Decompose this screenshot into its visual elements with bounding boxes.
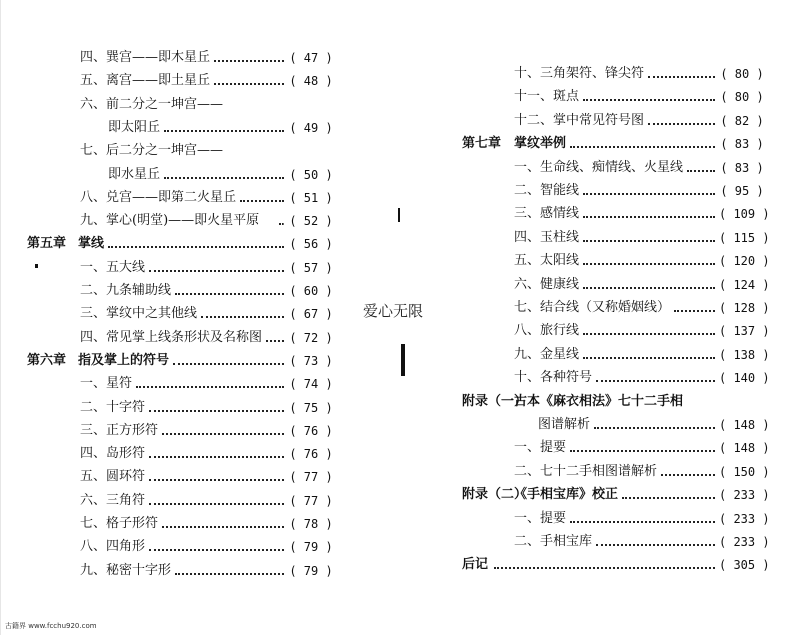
toc-entry-title: 一、生命线、痴情线、火星线 bbox=[514, 159, 684, 175]
chapter-number: 附录（一） bbox=[462, 393, 528, 409]
toc-entry-title: 十二、掌中常见符号图 bbox=[514, 112, 645, 128]
page-number: ( 73 ) bbox=[288, 350, 334, 372]
chapter-number: 第六章 bbox=[27, 352, 67, 368]
page-number: ( 67 ) bbox=[288, 303, 334, 325]
page-number: ( 76 ) bbox=[288, 443, 334, 465]
dot-leader bbox=[136, 386, 284, 388]
dot-leader bbox=[583, 333, 715, 335]
page-number: ( 56 ) bbox=[288, 233, 334, 255]
dot-leader bbox=[648, 123, 715, 125]
toc-entry-row bbox=[397, 110, 793, 132]
footer-url: 古籍界 www.fcchu920.com bbox=[5, 622, 97, 630]
page-number: ( 83 ) bbox=[719, 157, 765, 179]
toc-entry-title: 三、感情线 bbox=[514, 206, 580, 222]
dot-leader bbox=[622, 497, 715, 499]
dot-leader bbox=[661, 474, 715, 476]
dot-leader bbox=[149, 549, 284, 551]
toc-entry-title: 掌线 bbox=[78, 236, 105, 252]
dot-leader bbox=[570, 450, 715, 452]
toc-entry-row bbox=[397, 367, 793, 389]
page-number: ( 74 ) bbox=[288, 373, 334, 395]
toc-entry-title: 十、各种符号 bbox=[514, 370, 593, 386]
page-number: ( 75 ) bbox=[288, 397, 334, 419]
page-number: ( 148 ) bbox=[719, 414, 765, 436]
page-number: ( 150 ) bbox=[719, 461, 765, 483]
toc-entry-row bbox=[0, 513, 396, 535]
toc-entry-row bbox=[0, 536, 396, 558]
right-page bbox=[397, 0, 793, 635]
dot-leader bbox=[214, 83, 284, 85]
dot-leader bbox=[173, 363, 284, 365]
left-page bbox=[0, 0, 396, 635]
toc-entry-row bbox=[0, 70, 396, 92]
dot-leader bbox=[583, 287, 715, 289]
toc-entry-row bbox=[0, 47, 396, 69]
toc-entry-title: 四、岛形符 bbox=[80, 446, 146, 462]
toc-entry-row bbox=[0, 187, 396, 209]
page-number: ( 51 ) bbox=[288, 187, 334, 209]
toc-entry-row bbox=[0, 420, 396, 442]
page-number: ( 95 ) bbox=[719, 180, 765, 202]
page-number: ( 77 ) bbox=[288, 466, 334, 488]
chapter-number: 后记 bbox=[462, 557, 489, 573]
toc-entry-title: 掌纹举例 bbox=[514, 136, 567, 152]
toc-entry-row bbox=[397, 86, 793, 108]
toc-entry-row bbox=[397, 437, 793, 459]
toc-entry-row bbox=[0, 490, 396, 512]
page-number: ( 79 ) bbox=[288, 560, 334, 582]
dot-leader bbox=[583, 357, 715, 359]
toc-entry-title: 四、玉柱线 bbox=[514, 229, 580, 245]
toc-entry-title: 三、正方形符 bbox=[80, 422, 159, 438]
toc-entry-title: 一、提要 bbox=[514, 510, 567, 526]
gutter-mark bbox=[401, 344, 405, 376]
toc-chapter-row bbox=[397, 484, 793, 506]
toc-entry-row bbox=[0, 560, 396, 582]
page-number: ( 49 ) bbox=[288, 117, 334, 139]
page-number: ( 124 ) bbox=[719, 274, 765, 296]
toc-entry-title: 九、掌心(明堂)——即火星平原 bbox=[80, 213, 260, 229]
center-watermark-text: 爱心无限 bbox=[363, 302, 424, 320]
page-edge-line bbox=[0, 0, 1, 635]
toc-entry-row bbox=[397, 157, 793, 179]
toc-entry-row bbox=[0, 117, 396, 139]
toc-entry-row bbox=[397, 344, 793, 366]
page-number: ( 78 ) bbox=[288, 513, 334, 535]
dot-leader bbox=[583, 193, 715, 195]
dot-leader bbox=[214, 60, 284, 62]
page-number: ( 80 ) bbox=[719, 63, 765, 85]
dot-leader bbox=[175, 573, 284, 575]
toc-entry-title: 九、秘密十字形 bbox=[80, 562, 172, 578]
toc-entry-title: 四、常见掌上线条形状及名称图 bbox=[80, 329, 263, 345]
page-number: ( 120 ) bbox=[719, 250, 765, 272]
toc-entry-row bbox=[0, 280, 396, 302]
page-number: ( 140 ) bbox=[719, 367, 765, 389]
dot-leader bbox=[596, 380, 715, 382]
page-number: ( 79 ) bbox=[288, 536, 334, 558]
page-number: ( 109 ) bbox=[719, 203, 765, 225]
dot-leader bbox=[494, 567, 715, 569]
toc-entry-row bbox=[0, 466, 396, 488]
dot-leader bbox=[279, 223, 284, 225]
toc-entry-title: 二、手相宝库 bbox=[514, 534, 593, 549]
dot-leader bbox=[240, 200, 284, 202]
toc-entry-row bbox=[397, 414, 793, 436]
toc-entry-row bbox=[397, 531, 793, 553]
toc-entry-title: 六、健康线 bbox=[514, 276, 580, 292]
dot-leader bbox=[149, 503, 284, 505]
page-number: ( 233 ) bbox=[719, 484, 765, 506]
page-number: ( 77 ) bbox=[288, 490, 334, 512]
dot-leader bbox=[687, 170, 715, 172]
chapter-number: 第七章 bbox=[462, 136, 502, 152]
toc-entry-title: 即水星丘 bbox=[108, 166, 161, 182]
dot-leader bbox=[674, 310, 715, 312]
toc-entry-title: 一、五大线 bbox=[80, 259, 146, 275]
toc-entry-row bbox=[0, 140, 396, 162]
toc-entry-row bbox=[0, 257, 396, 279]
page-number: ( 233 ) bbox=[719, 531, 765, 553]
dot-leader bbox=[164, 130, 284, 132]
dot-leader bbox=[570, 146, 715, 148]
page-number: ( 76 ) bbox=[288, 420, 334, 442]
toc-entry-title: 一、星符 bbox=[80, 376, 133, 392]
dot-leader bbox=[149, 270, 284, 272]
toc-entry-title: 二、九条辅助线 bbox=[80, 283, 172, 298]
toc-entry-title: 六、三角符 bbox=[80, 492, 146, 508]
page-number: ( 233 ) bbox=[719, 508, 765, 530]
toc-chapter-row bbox=[0, 233, 396, 255]
page-number: ( 72 ) bbox=[288, 327, 334, 349]
toc-entry-row bbox=[397, 274, 793, 296]
toc-entry-title: 六、前二分之一坤宫—— bbox=[80, 96, 224, 112]
page-number: ( 60 ) bbox=[288, 280, 334, 302]
page-number: ( 48 ) bbox=[288, 70, 334, 92]
dot-leader bbox=[583, 263, 715, 265]
toc-entry-title: 五、圆环符 bbox=[80, 469, 146, 485]
toc-entry-row bbox=[397, 250, 793, 272]
toc-entry-title: 三、掌纹中之其他线 bbox=[80, 306, 198, 322]
toc-entry-row bbox=[397, 508, 793, 530]
toc-entry-title: 古本《麻衣相法》七十二手相 bbox=[514, 393, 684, 409]
toc-entry-title: 五、太阳线 bbox=[514, 253, 580, 269]
toc-entry-row bbox=[397, 320, 793, 342]
gutter-tick bbox=[398, 208, 400, 222]
toc-entry-row bbox=[397, 63, 793, 85]
page-number: ( 305 ) bbox=[719, 554, 765, 576]
page-number: ( 137 ) bbox=[719, 320, 765, 342]
toc-entry-title: 五、离宫——即土星丘 bbox=[80, 73, 211, 89]
toc-entry-title: 指及掌上的符号 bbox=[78, 352, 170, 368]
toc-entry-row bbox=[0, 327, 396, 349]
toc-entry-row bbox=[397, 203, 793, 225]
toc-entry-row bbox=[397, 297, 793, 319]
toc-entry-title: 九、金星线 bbox=[514, 346, 580, 362]
page-number: ( 52 ) bbox=[288, 210, 334, 232]
chapter-number: 第五章 bbox=[27, 236, 67, 252]
toc-entry-row bbox=[397, 227, 793, 249]
toc-entry-row bbox=[0, 303, 396, 325]
toc-entry-row bbox=[397, 180, 793, 202]
toc-entry-row bbox=[0, 397, 396, 419]
dot-leader bbox=[162, 433, 284, 435]
toc-entry-row bbox=[0, 443, 396, 465]
toc-entry-title: 《手相宝库》校正 bbox=[514, 487, 619, 503]
page-number: ( 50 ) bbox=[288, 164, 334, 186]
page-number: ( 47 ) bbox=[288, 47, 334, 69]
dot-leader bbox=[570, 521, 715, 523]
toc-entry-title: 二、十字符 bbox=[80, 399, 146, 415]
page-number: ( 57 ) bbox=[288, 257, 334, 279]
page-number: ( 138 ) bbox=[719, 344, 765, 366]
toc-entry-title: 二、七十二手相图谱解析 bbox=[514, 463, 658, 479]
dot-leader bbox=[108, 246, 284, 248]
page-number: ( 83 ) bbox=[719, 133, 765, 155]
toc-entry-title: 七、结合线（又称婚姻线） bbox=[514, 300, 671, 315]
dot-leader bbox=[149, 479, 284, 481]
toc-chapter-row bbox=[0, 350, 396, 372]
toc-chapter-row bbox=[397, 391, 793, 413]
toc-chapter-row bbox=[397, 554, 793, 576]
dot-leader bbox=[583, 99, 715, 101]
toc-entry-title: 七、后二分之一坤宫—— bbox=[80, 143, 224, 159]
toc-entry-title: 即太阳丘 bbox=[108, 119, 161, 135]
dot-leader bbox=[266, 340, 284, 342]
dot-leader bbox=[149, 410, 284, 412]
toc-entry-row bbox=[0, 373, 396, 395]
dot-leader bbox=[596, 544, 715, 546]
toc-entry-title: 八、兑宫——即第二火星丘 bbox=[80, 189, 237, 205]
page-number: ( 148 ) bbox=[719, 437, 765, 459]
dot-leader bbox=[594, 427, 715, 429]
toc-entry-title: 一、提要 bbox=[514, 440, 567, 456]
dot-leader bbox=[162, 526, 284, 528]
dot-leader bbox=[175, 293, 284, 295]
toc-entry-title: 四、巽宫——即木星丘 bbox=[80, 50, 211, 65]
toc-entry-row bbox=[0, 210, 396, 232]
toc-entry-title: 十一、斑点 bbox=[514, 89, 580, 105]
page-number: ( 128 ) bbox=[719, 297, 765, 319]
toc-entry-title: 八、四角形 bbox=[80, 539, 146, 555]
toc-entry-row bbox=[397, 461, 793, 483]
dot-leader bbox=[149, 456, 284, 458]
toc-entry-title: 八、旅行线 bbox=[514, 323, 580, 339]
toc-entry-title: 十、三角架符、锋尖符 bbox=[514, 66, 645, 81]
toc-entry-title: 七、格子形符 bbox=[80, 516, 159, 531]
dot-leader bbox=[583, 240, 715, 242]
page-number: ( 80 ) bbox=[719, 86, 765, 108]
chapter-number: 附录（二） bbox=[462, 487, 528, 503]
dot-leader bbox=[201, 316, 284, 318]
page-number: ( 82 ) bbox=[719, 110, 765, 132]
dot-leader bbox=[164, 177, 284, 179]
toc-chapter-row bbox=[397, 133, 793, 155]
dot-leader bbox=[583, 216, 715, 218]
toc-entry-title: 图谱解析 bbox=[538, 417, 591, 432]
toc-entry-row bbox=[0, 164, 396, 186]
toc-entry-title: 二、智能线 bbox=[514, 183, 580, 198]
page-number: ( 115 ) bbox=[719, 227, 765, 249]
dot-leader bbox=[648, 76, 715, 78]
left-stray-mark bbox=[35, 264, 38, 268]
toc-entry-row bbox=[0, 94, 396, 116]
